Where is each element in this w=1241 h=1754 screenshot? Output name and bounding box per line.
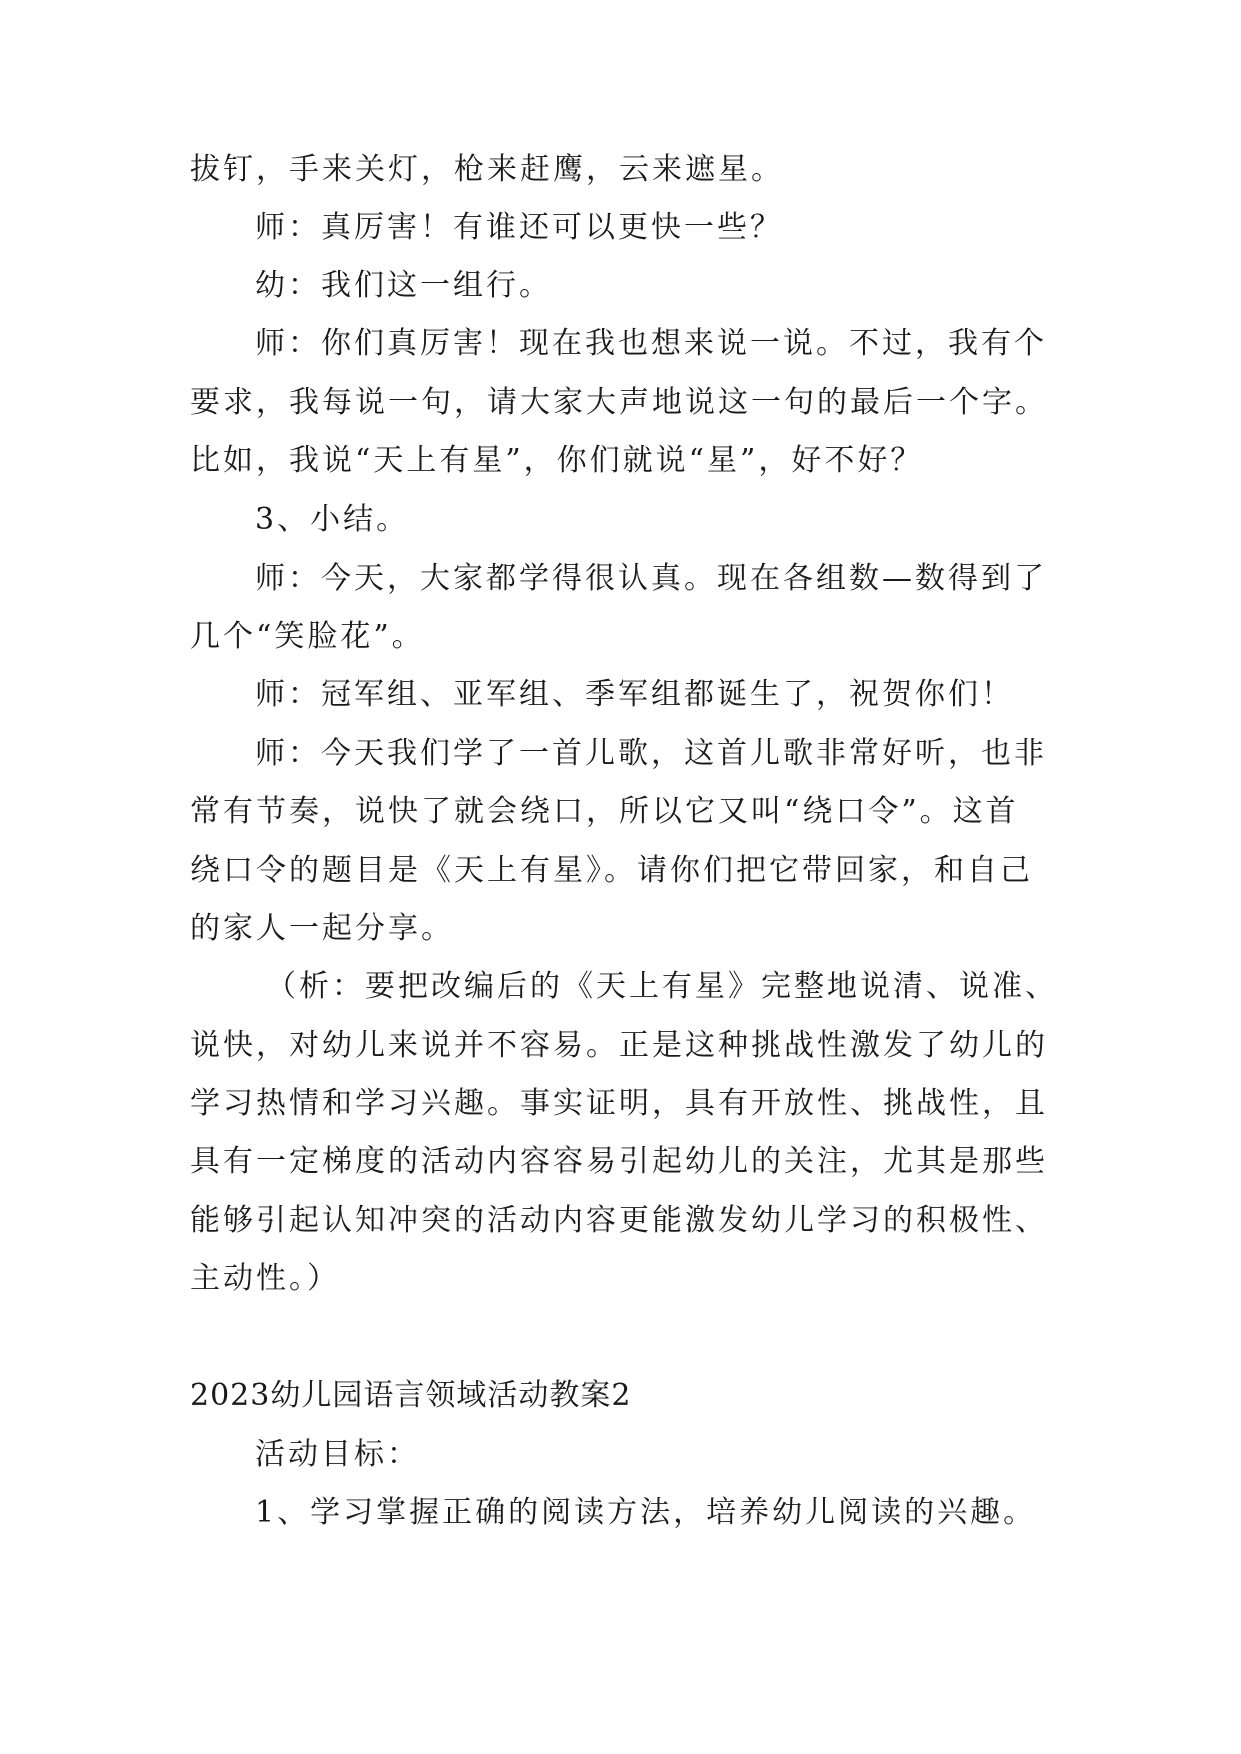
- text-line: 的家人一起分享。: [190, 911, 454, 946]
- text-line: 要求，我每说一句，请大家大声地说这一句的最后一个字。: [190, 385, 1048, 420]
- text-line: 几个“笑脸花”。: [190, 619, 425, 654]
- text-line: 师：真厉害！有谁还可以更快一些？: [255, 210, 783, 245]
- text-line: 主动性。）: [190, 1261, 340, 1296]
- text-line: 绕口令的题目是《天上有星》。请你们把它带回家，和自己: [190, 853, 1033, 888]
- text-line: 幼：我们这一组行。: [255, 268, 552, 303]
- text-line: 师：你们真厉害！现在我也想来说一说。不过，我有个: [255, 326, 1047, 361]
- text-line: （析：要把改编后的《天上有星》完整地说清、说准、: [266, 969, 1058, 1004]
- text-line: 说快，对幼儿来说并不容易。正是这种挑战性激发了幼儿的: [190, 1028, 1048, 1063]
- text-line: 师：冠军组、亚军组、季军组都诞生了，祝贺你们！: [255, 677, 1014, 712]
- text-line: 能够引起认知冲突的活动内容更能激发幼儿学习的积极性、: [190, 1203, 1048, 1238]
- text-line: 具有一定梯度的活动内容容易引起幼儿的关注，尤其是那些: [190, 1144, 1048, 1179]
- text-line: 3、小结。: [255, 502, 410, 537]
- text-line: 1、学习掌握正确的阅读方法，培养幼儿阅读的兴趣。: [255, 1495, 1037, 1530]
- text-line: 比如，我说“天上有星”，你们就说“星”，好不好？: [190, 443, 924, 478]
- text-line: 师：今天，大家都学得很认真。现在各组数—数得到了: [255, 561, 1047, 596]
- text-line: 师：今天我们学了一首儿歌，这首儿歌非常好听，也非: [255, 736, 1047, 771]
- text-line: 拔钉，手来关灯，枪来赶鹰，云来遮星。: [190, 152, 784, 187]
- section-heading: 2023幼儿园语言领域活动教案2: [190, 1378, 632, 1413]
- text-line: 学习热情和学习兴趣。事实证明，具有开放性、挑战性，且: [190, 1086, 1048, 1121]
- text-line: 活动目标：: [255, 1437, 420, 1472]
- text-line: 常有节奏，说快了就会绕口，所以它又叫“绕口令”。这首: [190, 794, 1019, 829]
